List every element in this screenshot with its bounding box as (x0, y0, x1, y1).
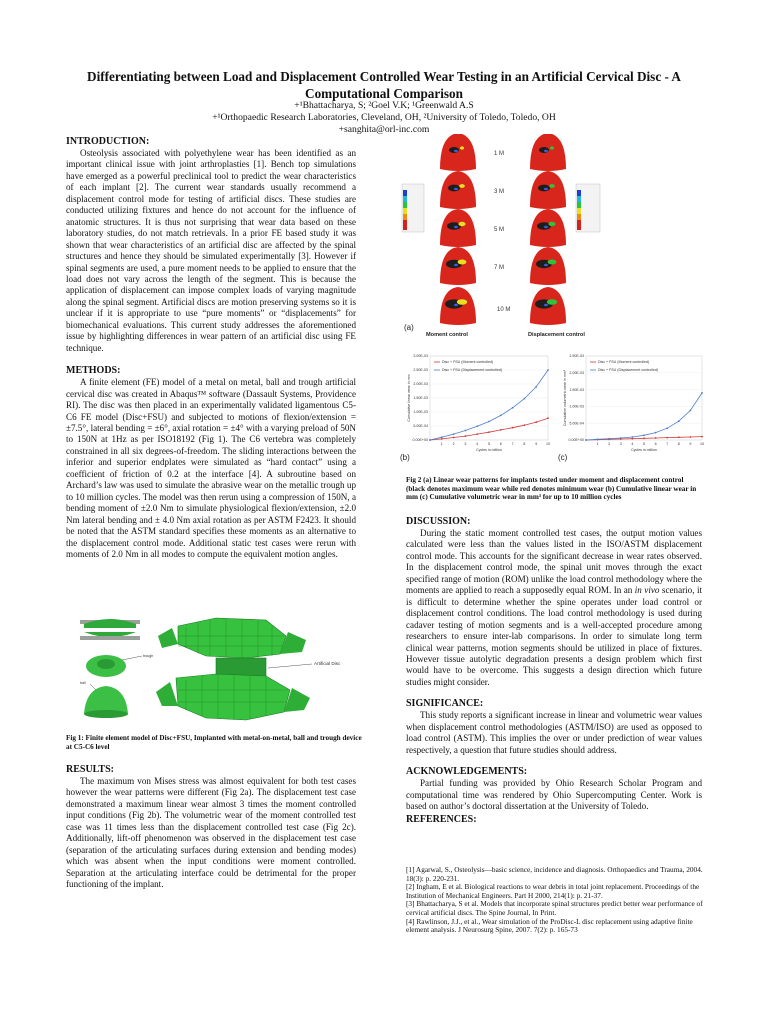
title-line-1: Differentiating between Load and Displacement Controlled Wear Testing in an Artificial Cervical Disc - A (87, 69, 681, 84)
intro-text: Osteolysis associated with polyethylene wear has been identified as an important clinical issue with joint arthroplasties [1]. Bench top simulations have emerged as a powerful preclinical tool to predict the wear characteristics of each implant [2]. The current wear standards usually recommend a displacement control mode for testing of artificial discs. These studies are conducted utilizing fixtures and hence do not account for the influence of anatomic structures. It is thus not surprising that wear data based on these laboratory studies, do not match retrievals. In a prior FE based study it was shown that wear characteristics of an artificial disc are affected by the spinal structures and hence they should be simulated experimentally [3]. However if spinal segments are used, a pure moment needs to be applied to ensure that the load does not vary across the length of the segment. This is because the application of displacement can impose complex loads of varying magnitude along the spinal segment. Artificial discs are motion preserving systems so it is unclear if it is appropriate to use “pure moments” or “displacements” for biomechanical evaluations. This current study addresses the aforementioned issue by highlighting differences in wear pattern of an artificial disc using FE technique. (66, 148, 356, 353)
x-tick-label: 1 (596, 442, 599, 446)
wear-pattern-image (440, 247, 476, 285)
data-point (666, 437, 668, 439)
disc-assembly-image (80, 619, 140, 640)
legend-left-image (402, 184, 424, 232)
y-axis-label: Cumulative linear wear in mm (407, 374, 411, 422)
reference-item: [4] Rawlinson, J.J., et al., Wear simulation of the ProDisc-L disc replacement using adaptive finite element analysis. J Neurosurg Spine, 2007. 7(2): p. 165-73 (406, 916, 693, 935)
y-tick-label: 5.00E-04 (569, 421, 584, 426)
left-column-bottom (66, 764, 356, 891)
x-tick-label: 7 (666, 442, 669, 446)
x-axis-label: Cycles in million (631, 448, 657, 452)
y-tick-label: 2.50E-03 (413, 368, 428, 373)
x-tick-label: 3 (619, 442, 622, 446)
figure-2b-linear-wear-chart (400, 350, 552, 464)
wear-pattern-image (530, 134, 566, 171)
figure-1-caption: Fig 1: Finite element model of Disc+FSU, Implanted with metal-on-metal, ball and trough device at C5-C6 level (66, 734, 362, 751)
figure-2-caption: Fig 2 (a) Linear wear patterns for implants tested under moment and displacement control (black denotes maximum wear while red denotes minimum wear (b) Cumulative linear wear in mm (c) Cumulative volumetric wear in mm³ for up to 10 million cycles (406, 476, 697, 502)
y-tick-label: 1.00E-03 (413, 410, 428, 415)
in-vivo-term: in vivo (634, 585, 660, 596)
wear-pattern-image (530, 247, 566, 285)
figure-1-fe-model (66, 614, 372, 732)
y-tick-label: 5.00E-04 (413, 424, 428, 429)
wear-pattern-image (440, 134, 476, 171)
wear-pattern-image (440, 287, 476, 325)
data-point (701, 392, 703, 394)
y-tick-label: 1.50E-03 (413, 396, 428, 401)
data-point (547, 369, 549, 371)
data-point (524, 424, 526, 426)
x-tick-label: 3 (464, 442, 467, 446)
y-tick-label: 0.00E+00 (412, 438, 428, 443)
y-tick-label: 2.00E-03 (413, 382, 428, 387)
data-point (524, 398, 526, 400)
y-axis-label: Cumulative volumetric wear in mm³ (563, 369, 567, 427)
data-point (453, 437, 455, 439)
reference-item: [2] Ingham, E et al. Biological reactions to wear debris in total joint replacement. Proceedings of the Institution of Mechanical Engineers. Part H 2000, 214(1): p. 21-37. (406, 882, 700, 900)
significance-heading: SIGNIFICANCE: (406, 698, 484, 710)
x-tick-label: 2 (452, 442, 455, 446)
y-tick-label: 0.00E+00 (568, 438, 584, 443)
data-point (666, 427, 668, 429)
methods-heading: METHODS: (66, 365, 121, 377)
data-point (701, 436, 703, 438)
data-point (535, 421, 537, 423)
data-point (690, 410, 692, 412)
panel-a-label: (a) (404, 323, 414, 332)
x-tick-label: 4 (476, 442, 479, 446)
data-point (620, 437, 622, 439)
reference-item: [3] Bhattacharya, S et al. Models that incorporate spinal structures predict better wear performance of cervical artificial discs. The Spine Journal, In Print. (406, 899, 703, 917)
data-point (476, 425, 478, 427)
data-point (608, 438, 610, 440)
data-point (453, 433, 455, 435)
x-tick-label: 2 (608, 442, 611, 446)
figure-2a-wear-patterns (400, 134, 606, 340)
data-point (678, 436, 680, 438)
series-line (430, 370, 548, 440)
legend-entry: Disc + FSU (Displacement controlled) (598, 368, 659, 373)
figure-2c-volumetric-wear-chart (556, 350, 706, 464)
data-point (632, 436, 634, 438)
label-artificial-disc: Artificial Disc (314, 661, 341, 666)
wear-pattern-image (530, 209, 566, 247)
acknowledgements-heading: ACKNOWLEDGEMENTS: (406, 766, 528, 778)
panel-b-label: (b) (400, 453, 410, 462)
label-trough: trough (143, 654, 154, 658)
row-label-3m: 3 M (494, 189, 505, 195)
wear-pattern-image (530, 287, 566, 325)
reference-item: [1] Agarwal, S., Osteolysis—basic science, incidence and diagnosis. Orthopaedics and Trauma, 2004. 18(3): p. 220-231. (406, 865, 703, 883)
data-point (597, 438, 599, 440)
results-heading: RESULTS: (66, 764, 114, 775)
data-point (441, 436, 443, 438)
x-tick-label: 5 (488, 442, 490, 446)
x-tick-label: 10 (700, 442, 704, 446)
right-column (406, 516, 702, 826)
y-tick-label: 2.50E-03 (569, 354, 584, 359)
x-tick-label: 8 (523, 442, 526, 446)
data-point (500, 429, 502, 431)
discussion-text (406, 528, 702, 688)
discussion-heading: DISCUSSION: (406, 516, 471, 527)
data-point (655, 432, 657, 434)
data-point (476, 433, 478, 435)
x-tick-label: 4 (631, 442, 634, 446)
results-text: The maximum von Mises stress was almost equivalent for both test cases however the wear patterns were different (Fig 2a). The displacement test case demonstrated a maximum linear wear almost 3 times the moment controlled input conditions (Fig 2b). The volumetric wear of the moment controlled test case was 11 times less than the displacement controlled test case (Fig 2c). Additionally, lift-off phenomenon was observed in the displacement test case (separation of the articulating surfaces during extension and bending modes) which was absent when the input conditions were moment controlled. Separation at the articulating interface could be detrimental for the proper functioning of the implant. (66, 776, 356, 890)
x-tick-label: 9 (689, 442, 692, 446)
x-tick-label: 1 (440, 442, 443, 446)
data-point (500, 414, 502, 416)
data-point (429, 439, 431, 441)
data-point (465, 435, 467, 437)
data-point (512, 407, 514, 409)
data-point (690, 436, 692, 438)
data-point (488, 421, 490, 423)
discussion-text-after: scenario, it is difficult to determine whether the spine operates under load control or displacement control conditions. The load control methodology is used during cadaver testing of motion segments and is a well-accepted procedure among researchers to ensure inter-lab comparisons. In order to simulate long term clinical wear patterns, motion segments should be utilized in place of fixtures. However tissue autolytic degradation presents a design problem which first would have to be overcome. This suggests a design direction which future studies might consider. (406, 585, 703, 687)
paper-title (80, 68, 688, 102)
wear-pattern-image (530, 171, 566, 209)
row-label-10m: 10 M (497, 307, 511, 313)
wear-pattern-image (440, 209, 476, 247)
legend-entry: Disc + FSU (Moment controlled) (442, 360, 494, 365)
data-point (678, 420, 680, 422)
data-point (547, 417, 549, 419)
significance-text: This study reports a significant increase in linear and volumetric wear values when displacement control methodologies (ASTM/ISO) are used as opposed to load control (ASTM). This implies the over or under prediction of wear values respectively, a question that future studies should address. (406, 710, 702, 755)
data-point (465, 430, 467, 432)
row-label-5m: 5 M (494, 227, 505, 233)
x-tick-label: 9 (535, 442, 538, 446)
intro-heading: INTRODUCTION: (66, 136, 150, 147)
panel-c-label: (c) (558, 453, 568, 462)
series-line (586, 393, 702, 440)
y-tick-label: 2.00E-03 (569, 371, 584, 375)
row-label-7m: 7 M (494, 265, 505, 271)
x-tick-label: 6 (499, 442, 502, 446)
data-point (655, 437, 657, 439)
data-point (512, 427, 514, 429)
title-line-2: Computational Comparison (305, 86, 463, 101)
email: +sanghita@orl-inc.com (338, 124, 430, 135)
left-column-top (66, 136, 356, 560)
discussion-text-before: During the static moment controlled test cases, the output motion values calculated were less than the values listed in the ISO/ASTM displacement control mode. This accounts for the significant decrease in wear rates observed. In the displacement control mode, the spinal unit moves through the exact specified range of motion (ROM) unlike the load control methodology where the moments are applied to reach a supposedly equal ROM. In an (406, 528, 702, 596)
row-label-1m: 1 M (494, 151, 505, 157)
x-tick-label: 6 (654, 442, 657, 446)
x-axis-label: Cycles in million (476, 448, 502, 452)
data-point (643, 434, 645, 436)
x-tick-label: 7 (511, 442, 514, 446)
author-block (150, 100, 618, 136)
fsu-mesh-image (156, 618, 312, 720)
authors: +¹Bhattacharya, S; ²Goel V.K; ¹Greenwald A.S (294, 100, 474, 111)
references-list (406, 866, 706, 935)
data-point (632, 438, 634, 440)
trough-image (86, 655, 142, 677)
y-tick-label: 1.00E-03 (569, 404, 584, 409)
y-tick-label: 1.50E-03 (569, 387, 584, 392)
legend-entry: Disc + FSU (Moment controlled) (598, 360, 650, 365)
references-heading: REFERENCES: (406, 813, 477, 825)
data-point (488, 431, 490, 433)
label-ball: ball (80, 681, 86, 685)
col-label-moment: Moment control (426, 332, 468, 338)
affiliation: +¹Orthopaedic Research Laboratories, Cleveland, OH, ²University of Toledo, Toledo, OH (212, 112, 556, 123)
y-tick-label: 3.00E-03 (413, 354, 428, 359)
legend-right-image (576, 184, 600, 232)
x-tick-label: 8 (677, 442, 680, 446)
methods-text: A finite element (FE) model of a metal on metal, ball and trough artificial cervical disc was created in Abaqus™ software (Dassault Systems, Providence RI). The disc was then placed in an experimentally validated ligamentous C5-C6 FE model (Disc+FSU) and subjected to motions of flexion/extension = ±7.5°, lateral bending = ±6°, axial rotation = ±4° with a varying preload of 50N to 150N at 1Hz as per ISO18192 (Fig 1). The C6 vertebra was completely constrained in all six degrees-of-freedom. The sliding interactions between the inferior and superior endplates were simulated as “hard contact” using a coefficient of friction of 0.2 at the interface [4]. A subroutine based on Archard’s law was used to simulate the abrasive wear on the metallic trough up to 10 million cycles. The model was then rerun using a compression of 150N, a bending moment of ±2.0 Nm to simulate physiological flexion/extension, ±2.0 Nm lateral bending and ± 4.0 Nm axial rotation as per ASTM F2423. It should be noted that the ASTM standard specifies these moments as an alternative to the displacement control mode. Additional static test cases were rerun with moments of 2.0 Nm in all modes to compute the equivalent motion angles. (66, 377, 356, 559)
acknowledgements-text: Partial funding was provided by Ohio Research Scholar Program and computational time was rendered by Ohio Supercomputing Center. Work is based on author’s doctoral dissertation at the University of Toledo. (406, 778, 702, 812)
x-tick-label: 5 (643, 442, 645, 446)
ball-image (84, 684, 128, 718)
data-point (643, 437, 645, 439)
data-point (441, 438, 443, 440)
x-tick-label: 10 (546, 442, 550, 446)
col-label-displacement: Displacement control (528, 332, 585, 338)
data-point (585, 439, 587, 441)
legend-entry: Disc + FSU (Displacement controlled) (442, 368, 503, 373)
wear-pattern-image (440, 171, 476, 209)
data-point (535, 386, 537, 388)
